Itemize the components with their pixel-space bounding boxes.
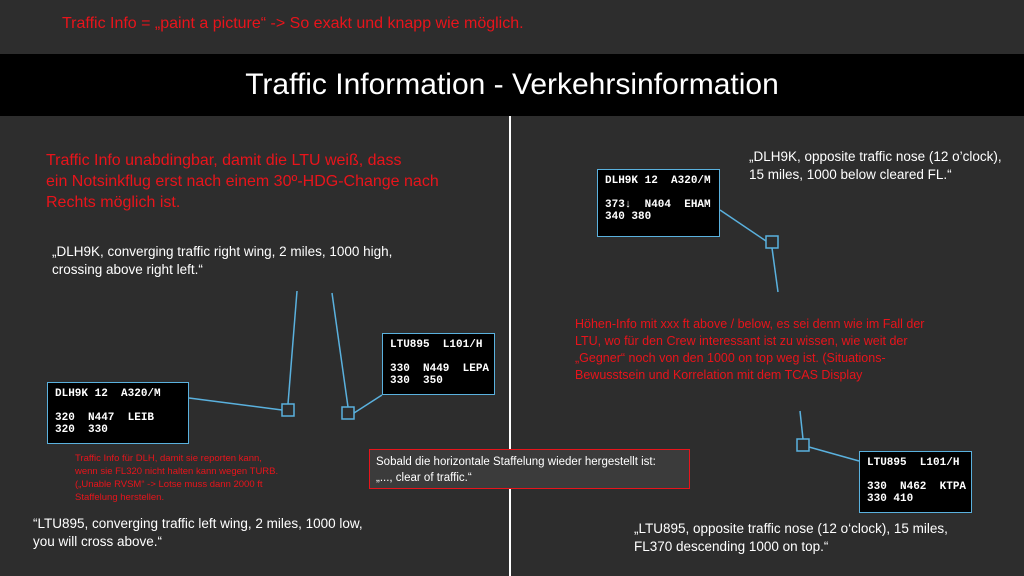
phrase-dlh-converging: „DLH9K, converging traffic right wing, 2 miles, 1000 high, crossing above right left.“ [52, 244, 393, 277]
dlh-label-leader-right [720, 210, 766, 241]
dlh-label-leader [189, 398, 282, 410]
phrase-ltu-converging: “LTU895, converging traffic left wing, 2 miles, 1000 low, you will cross above.“ [33, 516, 363, 549]
dlh-track-right [772, 248, 778, 292]
traffic-info-note: Traffic Info unabdingbar, damit die LTU weiß, dass ein Notsinkflug erst nach einem 30º-HDG-Change nach Rechts möglich ist. [46, 152, 439, 211]
phrase-dlh-opposite: „DLH9K, opposite traffic nose (12 o’clock), 15 miles, 1000 below cleared FL.“ [749, 149, 1002, 182]
phrase-ltu-opposite: „LTU895, opposite traffic nose (12 o‘clock), 15 miles, FL370 descending 1000 on top.“ [634, 521, 948, 554]
dlh-target-right [766, 236, 778, 248]
ltu-target-left [342, 407, 354, 419]
ltu-target-right [797, 439, 809, 451]
ltu-label-leader-right [809, 447, 859, 461]
label-ltu895-left: LTU895 L101/H 330 N449 LEPA 330 350 [382, 333, 495, 395]
ltu-label-leader [354, 395, 382, 413]
label-ltu895-right: LTU895 L101/H 330 N462 KTPA 330 410 [859, 451, 972, 513]
dlh-track-line [288, 291, 297, 404]
ltu-track-right [800, 411, 803, 439]
label-dlh9k-left: DLH9K 12 A320/M 320 N447 LEIB 320 330 [47, 382, 189, 444]
altitude-info-note: Höhen-Info mit xxx ft above / below, es sei denn wie im Fall der LTU, wo für den Crew interessant ist zu wissen, wie weit der „Gegner“ noch von den 1000 on top weg ist. (Situations- Bewusstsein und Korrelation mit dem TCAS Display [575, 317, 925, 382]
dlh-target-left [282, 404, 294, 416]
dlh-turbulence-note: Traffic Info für DLH, damit sie reporten kann, wenn sie FL320 nicht halten kann wegen TURB. („Unable RVSM“ -> Lotse muss dann 2000 ft Staffelung herstellen. [75, 453, 279, 503]
ltu-track-line [332, 293, 348, 407]
clear-of-traffic-box: Sobald die horizontale Staffelung wieder hergestellt ist: „..., clear of traffic.“ [369, 449, 690, 489]
slide-title: Traffic Information - Verkehrsinformation [245, 68, 779, 101]
top-note: Traffic Info = „paint a picture“ -> So exakt und knapp wie möglich. [62, 15, 524, 32]
label-dlh9k-right: DLH9K 12 A320/M 373↓ N404 EHAM 340 380 [597, 169, 720, 237]
